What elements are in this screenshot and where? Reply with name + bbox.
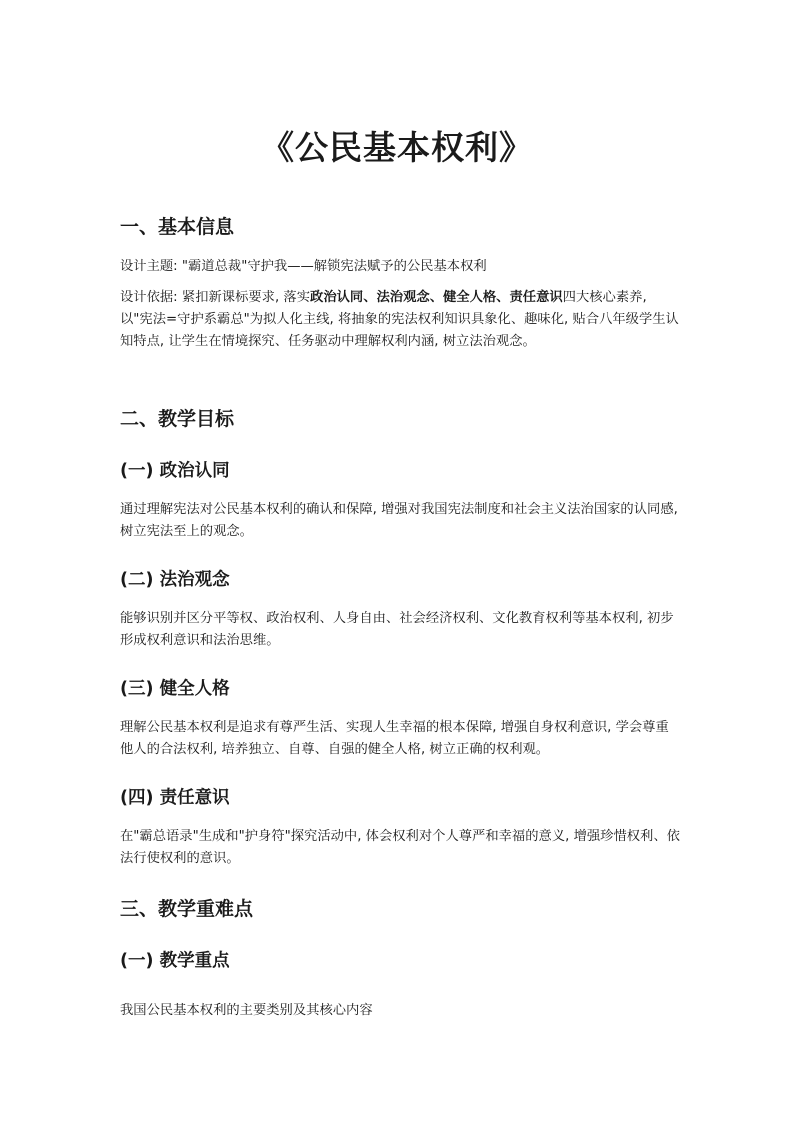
sound-personality-paragraph: 理解公民基本权利是追求有尊严生活、实现人生幸福的根本保障, 增强自身权利意识, 学会尊重他人的合法权利, 培养独立、自尊、自强的健全人格, 树立正确的权利观。 <box>120 720 669 757</box>
rule-of-law-paragraph: 能够识别并区分平等权、政治权利、人身自由、社会经济权利、文化教育权利等基本权利, 初步形成权利意识和法治思维。 <box>120 611 674 648</box>
teaching-focus-paragraph: 我国公民基本权利的主要类别及其核心内容 <box>120 1003 373 1018</box>
design-basis-paragraph <box>120 287 680 353</box>
responsibility-paragraph: 在"霸总语录"生成和"护身符"探究活动中, 体会权利对个人尊严和幸福的意义, 增强珍惜权利、依法行使权利的意识。 <box>120 829 680 866</box>
design-basis-prefix: 设计依据: 紧扣新课标要求, 落实 <box>120 290 311 305</box>
subsection-heading-responsibility: (四) 责任意识 <box>120 788 230 808</box>
subsection-heading-rule-of-law: (二) 法治观念 <box>120 570 230 590</box>
document-title: 《公民基本权利》 <box>261 128 533 167</box>
subsection-heading-sound-personality: (三) 健全人格 <box>120 679 230 699</box>
subsection-heading-political-identity: (一) 政治认同 <box>120 461 230 481</box>
design-basis-suffix: 四大核心素养, 以"宪法=守护系霸总"为拟人化主线, 将抽象的宪法权利知识具象化、趣味化, 贴合八年级学生认知特点, 让学生在情境探究、任务驱动中理解权利内涵, 树立法治观念。 <box>120 290 679 349</box>
section-heading-basic-info: 一、基本信息 <box>120 216 235 238</box>
design-theme-paragraph: 设计主题: "霸道总裁"守护我——解锁宪法赋予的公民基本权利 <box>120 259 487 274</box>
subsection-heading-teaching-focus: (一) 教学重点 <box>120 951 230 971</box>
political-identity-paragraph: 通过理解宪法对公民基本权利的确认和保障, 增强对我国宪法制度和社会主义法治国家的认同感, 树立宪法至上的观念。 <box>120 502 678 539</box>
section-heading-key-difficult-points: 三、教学重难点 <box>120 898 254 920</box>
design-basis-core-literacies: 政治认同、法治观念、健全人格、责任意识 <box>310 290 563 305</box>
section-heading-teaching-objectives: 二、教学目标 <box>120 408 235 430</box>
